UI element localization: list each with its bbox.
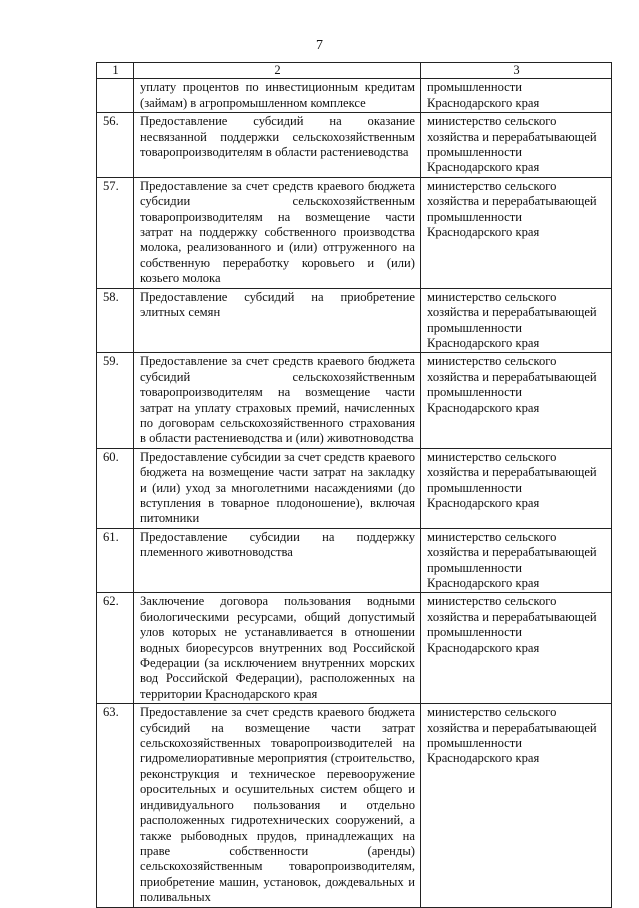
column-header-3: 3 [421,63,612,79]
service-description: Предоставление субсидии на поддержку племенного животноводства [134,528,421,593]
table-row [97,288,612,353]
table-header-row [97,63,612,79]
table-row [97,177,612,288]
responsible-body: министерство сельского хозяйства и перерабатывающей промышленности Краснодарского края [421,448,612,528]
table-row [97,448,612,528]
row-number: 63. [97,704,134,907]
service-description: Предоставление субсидий на оказание несвязанной поддержки сельскохозяйственным товаропроизводителям в области растениеводства [134,113,421,178]
row-number: 57. [97,177,134,288]
responsible-body: министерство сельского хозяйства и перерабатывающей промышленности Краснодарского края [421,288,612,353]
service-description: уплату процентов по инвестиционным кредитам (займам) в агропромышленном комплексе [134,79,421,113]
row-number: 60. [97,448,134,528]
row-number: 61. [97,528,134,593]
row-number: 62. [97,593,134,704]
responsible-body: министерство сельского хозяйства и перерабатывающей промышленности Краснодарского края [421,177,612,288]
page-number: 7 [316,38,323,53]
table-row [97,113,612,178]
table-row [97,528,612,593]
row-number: 59. [97,353,134,448]
row-number: 56. [97,113,134,178]
row-number: 58. [97,288,134,353]
service-description: Предоставление за счет средств краевого бюджета субсидий на возмещение части затрат сельскохозяйственных товаропроизводителей на гидромелиоративные мероприятия (строительство, реконструкция и техническое перевооружение оросительных и осушительных систем общего и индивидуального пользования и отдельно расположенных гидротехнических сооружений, а также рыбоводных прудов, принадлежащих на праве собственности (аренды) сельскохозяйственным товаропроизводителям, приобретение машин, установок, дождевальных и поливальных [134,704,421,907]
responsible-body: министерство сельского хозяйства и перерабатывающей промышленности Краснодарского края [421,704,612,907]
service-description: Предоставление за счет средств краевого бюджета субсидии сельскохозяйственным товаропроизводителям на возмещение части затрат на поддержку собственного производства молока, реализованного и (или) отгруженного на собственную переработку коровьего и (или) козьего молока [134,177,421,288]
responsible-body: министерство сельского хозяйства и перерабатывающей промышленности Краснодарского края [421,593,612,704]
responsible-body: министерство сельского хозяйства и перерабатывающей промышленности Краснодарского края [421,528,612,593]
responsible-body: министерство сельского хозяйства и перерабатывающей промышленности Краснодарского края [421,113,612,178]
table-row [97,704,612,907]
table-row [97,79,612,113]
service-description: Предоставление субсидий на приобретение элитных семян [134,288,421,353]
column-header-1: 1 [97,63,134,79]
services-table [96,62,612,908]
service-description: Заключение договора пользования водными биологическими ресурсами, общий допустимый улов которых не устанавливается в отношении водных биоресурсов внутренних вод Российской Федерации (за исключением внутренних морских вод Российской Федерации), расположенных на территории Краснодарского края [134,593,421,704]
service-description: Предоставление субсидии за счет средств краевого бюджета на возмещение части затрат на закладку и (или) уход за многолетними насаждениями (до вступления в товарное плодоношение), включая питомники [134,448,421,528]
service-description: Предоставление за счет средств краевого бюджета субсидий сельскохозяйственным товаропроизводителям на возмещение части затрат на уплату страховых премий, начисленных по договорам сельскохозяйственного страхования в области растениеводства и (или) животноводства [134,353,421,448]
responsible-body: промышленности Краснодарского края [421,79,612,113]
column-header-2: 2 [134,63,421,79]
row-number [97,79,134,113]
responsible-body: министерство сельского хозяйства и перерабатывающей промышленности Краснодарского края [421,353,612,448]
table-row [97,353,612,448]
table-row [97,593,612,704]
